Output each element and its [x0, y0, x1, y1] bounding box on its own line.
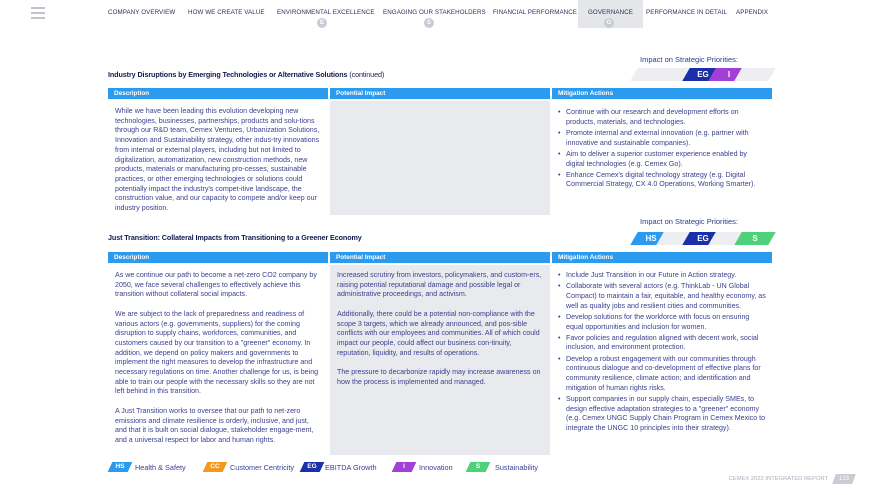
section1-description-cell: [108, 101, 328, 215]
header-potential-impact: Potential Impact: [330, 252, 550, 263]
nav-environmental-excellence[interactable]: ENVIRONMENTAL EXCELLENCE: [277, 9, 375, 16]
section2-description-para: A Just Transition works to oversee that our path to net-zero emissions and climate resilience is orderly, inclusive, and just, and that it is built on social dialogue, stakeholder engage-ment, and a universal respect for labor and human rights.: [115, 406, 314, 444]
strategic-priorities-ribbon: [630, 68, 772, 81]
section1-impact-cell: [330, 101, 550, 215]
list-item: • Support companies in our supply chain, especially SMEs, to design effective adaptation strategies to a "greener" economy (e.g. Cemex UNGC Supply Chain Program in Cemex Mexico to integrate the UNGC 10 principles into their strategy).: [558, 395, 766, 434]
list-item: • Aim to deliver a superior customer experience enabled by digital technologies (e.g. Cemex Go).: [558, 150, 766, 169]
priority-hs-chip: HS: [645, 234, 657, 243]
nav-how-we-create-value[interactable]: HOW WE CREATE VALUE: [188, 9, 265, 16]
header-description: Description: [108, 252, 328, 263]
environmental-badge: E: [317, 18, 327, 28]
strategic-priorities-label: Impact on Strategic Priorities:: [640, 217, 738, 226]
list-item: • Continue with our research and development efforts on products, materials, and technologies.: [558, 108, 766, 127]
strategic-priorities-label: Impact on Strategic Priorities:: [640, 55, 738, 64]
nav-performance-in-detail[interactable]: PERFORMANCE IN DETAIL: [646, 9, 728, 16]
section2-impact-para: Increased scrutiny from investors, policymakers, and custom-ers, raising potential reputational damage and possible legal or administrative proceedings, and activism.: [337, 271, 542, 299]
nav-company-overview[interactable]: COMPANY OVERVIEW: [108, 9, 176, 16]
header-mitigation-actions: Mitigation Actions: [552, 252, 772, 263]
governance-badge: G: [604, 18, 614, 28]
page-number: 123: [832, 474, 856, 484]
list-item: • Develop a robust engagement with our communities through continuous dialogue and co-development of effective plans for community resilience, climate action; and identification and mitigation of human rights risks.: [558, 355, 766, 394]
list-item: • Include Just Transition in our Future in Action strategy.: [558, 271, 766, 281]
nav-governance[interactable]: GOVERNANCE: [578, 0, 643, 28]
priority-i-chip: I: [727, 70, 731, 79]
report-footer: CEMEX 2022 INTEGRATED REPORT: [728, 476, 828, 482]
list-item: • Favor policies and regulation aligned with decent work, social inclusion, and environment protection.: [558, 334, 766, 353]
header-potential-impact: Potential Impact: [330, 88, 550, 99]
list-item: • Promote internal and external innovation (e.g. partner with innovative and sustainable companies).: [558, 129, 766, 148]
header-description: Description: [108, 88, 328, 99]
section2-description-para: We are subject to the lack of preparedness and readiness of various actors (e.g. governments, suppliers) for the coming disruption to supply chains, workforces, communities, and customers caused by our transition to a "greener" economy. In addition, we depend on policy makers and governments to implement the right measures to develop the infrastructure and necessary regulations on time. Another challenge for us, is being able to train our people with the necessary skills so they are not left behind in this transition.: [115, 309, 319, 396]
section2-mitigation-cell: [552, 265, 772, 455]
section2-description-cell: [108, 265, 328, 455]
top-navigation: [0, 0, 880, 30]
section2-description-para: As we continue our path to become a net-zero CO2 company by 2050, we face several challenges to effectively achieve this transition without collateral social impacts.: [115, 271, 317, 299]
priority-eg-chip: EG: [697, 234, 709, 243]
section-title-just-transition: Just Transition: Collateral Impacts from Transitioning to a Greener Economy: [108, 233, 362, 242]
section-title-industry-disruptions: Industry Disruptions by Emerging Technologies or Alternative Solutions (continued): [108, 70, 385, 79]
header-mitigation-actions: Mitigation Actions: [552, 88, 772, 99]
list-item: • Develop solutions for the workforce with focus on ensuring equal opportunities and inclusion for women.: [558, 313, 766, 332]
section2-impact-cell: [330, 265, 550, 455]
section2-impact-para: Additionally, there could be a potential non-compliance with the scope 3 targets, which we already announced, and pos-sible conflicts with our employees and communities. All of which could impact our people, could affect our business con-tinuity, reputation, liquidity, and results of operations.: [337, 309, 540, 357]
social-badge: S: [424, 18, 434, 28]
section1-description-text: While we have been leading this evolution developing new technologies, businesses, partnerships, products and solu-tions through our R&D team, Cemex Ventures, Urbanization Solutions, Innovation and Sustainability strategy, other indus-try innovations from internal or external players, including but not limited to digitalization, automatization, new construction methods, new products, materials or manufacturing pro-cesses, sustainable practices, or other emerging technologies or solutions could potentially impact the industry's compet-itive landscape, the construction value, and our capacity to compete and/or keep our industry position.: [115, 107, 320, 213]
strategic-priorities-ribbon: [630, 232, 772, 245]
priority-s-chip: S: [752, 234, 758, 243]
list-item: • Collaborate with several actors (e.g. ThinkLab - UN Global Compact) to maintain a fair, equitable, and healthy economy, as well as quality jobs and resilient cities and communities.: [558, 282, 766, 311]
section1-mitigation-cell: [552, 101, 772, 215]
nav-financial-performance[interactable]: FINANCIAL PERFORMANCE: [493, 9, 578, 16]
nav-appendix[interactable]: APPENDIX: [736, 9, 769, 16]
priority-eg-chip: EG: [697, 70, 709, 79]
nav-engaging-stakeholders[interactable]: ENGAGING OUR STAKEHOLDERS: [383, 9, 486, 16]
section2-impact-para: The pressure to decarbonize rapidly may increase awareness on how the process is implemented and managed.: [337, 368, 541, 386]
list-item: • Enhance Cemex's digital technology strategy (e.g. Digital Commercial Strategy, CX 4.0 Operations, Working Smarter).: [558, 171, 766, 190]
